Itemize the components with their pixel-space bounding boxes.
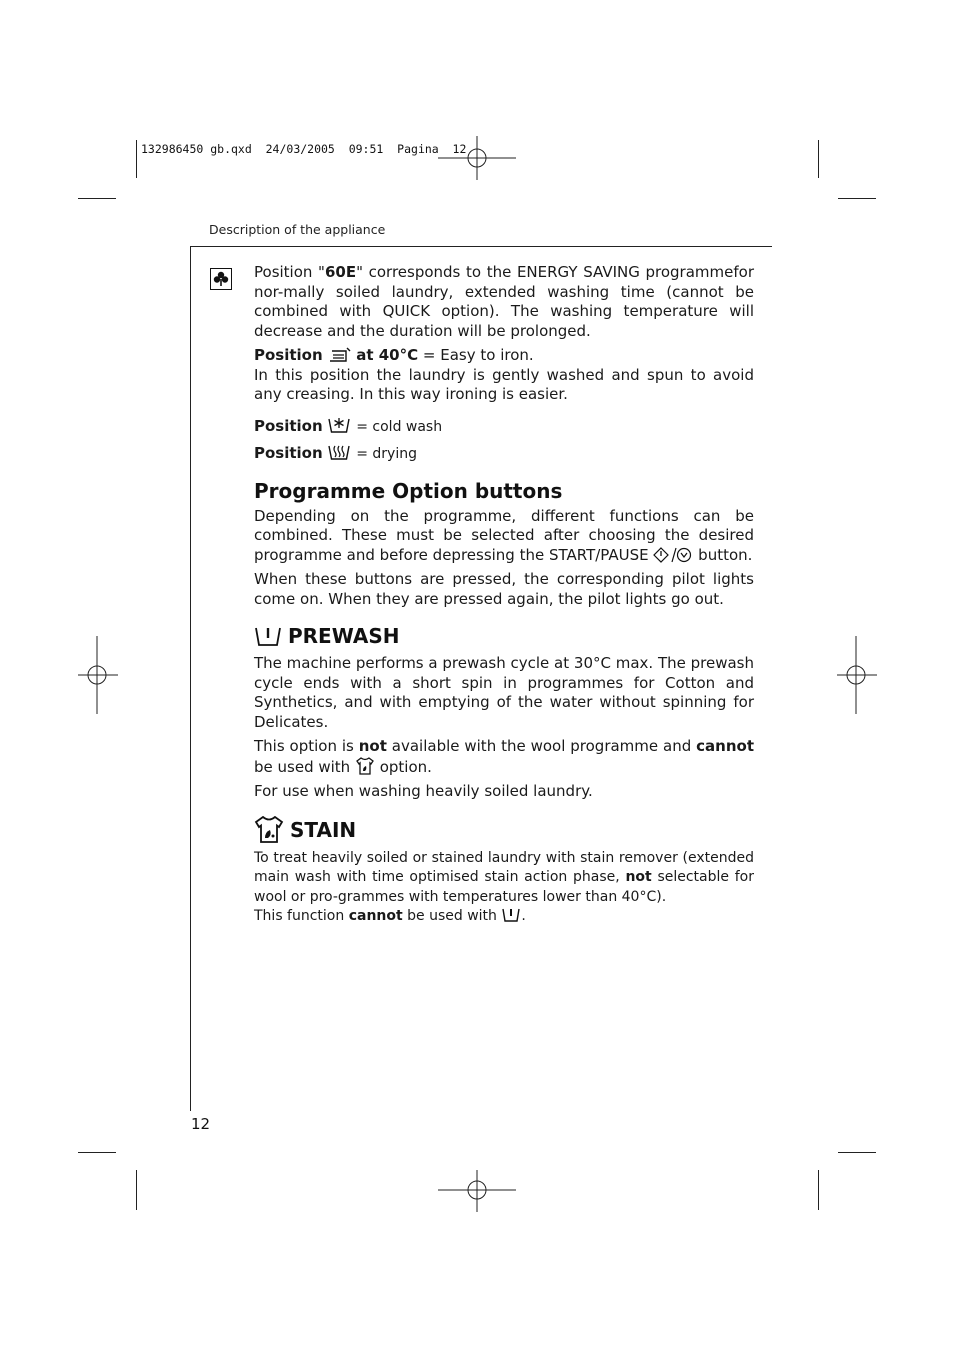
section-heading-prewash: PREWASH bbox=[254, 623, 754, 649]
easy-iron-description: In this position the laundry is gently washed and spun to avoid any creasing. In this way ironing is easier. bbox=[254, 365, 754, 403]
drying-line: Position = drying bbox=[254, 443, 417, 462]
crop-mark bbox=[818, 1170, 819, 1210]
crop-mark bbox=[838, 198, 876, 199]
header-rule bbox=[190, 246, 772, 247]
prewash-icon bbox=[501, 907, 521, 923]
print-slug: 132986450 gb.qxd 24/03/2005 09:51 Pagina 12 bbox=[141, 142, 467, 156]
cold-wash-line: Position = cold wash bbox=[254, 416, 443, 435]
stain-restriction-paragraph: This function cannot be used with . bbox=[254, 908, 526, 924]
start-pause-icon bbox=[653, 547, 693, 563]
prewash-restriction-paragraph: This option is not available with the wool programme and cannot be used with option. bbox=[254, 737, 754, 776]
easy-iron-icon bbox=[327, 347, 351, 363]
energy-saving-paragraph: Position "60E" corresponds to the ENERGY SAVING programmefor nor-mally soiled laundry, extended washing time (cannot be combined with QUICK option). The washing temperature will decrease and the duration will be prolonged. bbox=[254, 263, 754, 340]
crop-mark bbox=[136, 1170, 137, 1210]
registration-mark-bottom bbox=[438, 1170, 516, 1212]
registration-mark-right bbox=[837, 636, 877, 714]
page-number: 12 bbox=[191, 1115, 211, 1133]
option-buttons-paragraph: Depending on the programme, different functions can be combined. These must be selected after choosing the desired programme and before depressing the START/PAUSE button. bbox=[254, 506, 754, 564]
crop-mark bbox=[78, 198, 116, 199]
main-content bbox=[254, 263, 754, 932]
stain-paragraph: To treat heavily soiled or stained laundry with stain remover (extended main wash with time optimised stain action phase, not selectable for wool or pro-grammes with temperatures lower than 40°C). bbox=[254, 849, 754, 905]
drying-icon bbox=[327, 443, 351, 461]
crop-mark bbox=[78, 1152, 116, 1153]
stain-icon bbox=[254, 816, 284, 844]
crop-mark bbox=[838, 1152, 876, 1153]
pilot-lights-paragraph: When these buttons are pressed, the corresponding pilot lights come on. When they are pressed again, the pilot lights go out. bbox=[254, 570, 754, 608]
crop-mark bbox=[136, 140, 137, 178]
crop-mark bbox=[818, 140, 819, 178]
registration-mark-left bbox=[78, 636, 118, 714]
eco-leaf-icon bbox=[210, 268, 232, 290]
cold-wash-icon bbox=[327, 416, 351, 434]
prewash-icon bbox=[254, 625, 282, 647]
section-heading-option-buttons: Programme Option buttons bbox=[254, 478, 563, 503]
stain-icon bbox=[355, 757, 375, 775]
running-head: Description of the appliance bbox=[209, 222, 386, 237]
section-heading-stain: STAIN bbox=[254, 816, 754, 844]
prewash-usage-paragraph: For use when washing heavily soiled laundry. bbox=[254, 782, 593, 800]
prewash-paragraph: The machine performs a prewash cycle at 30°C max. The prewash cycle ends with a short spin in programmes for Cotton and Synthetics, and with emptying of the water without spinning for Delicates. bbox=[254, 654, 754, 731]
left-margin-rule bbox=[190, 246, 191, 1111]
easy-iron-line: Position at 40°C = Easy to iron. bbox=[254, 346, 534, 364]
